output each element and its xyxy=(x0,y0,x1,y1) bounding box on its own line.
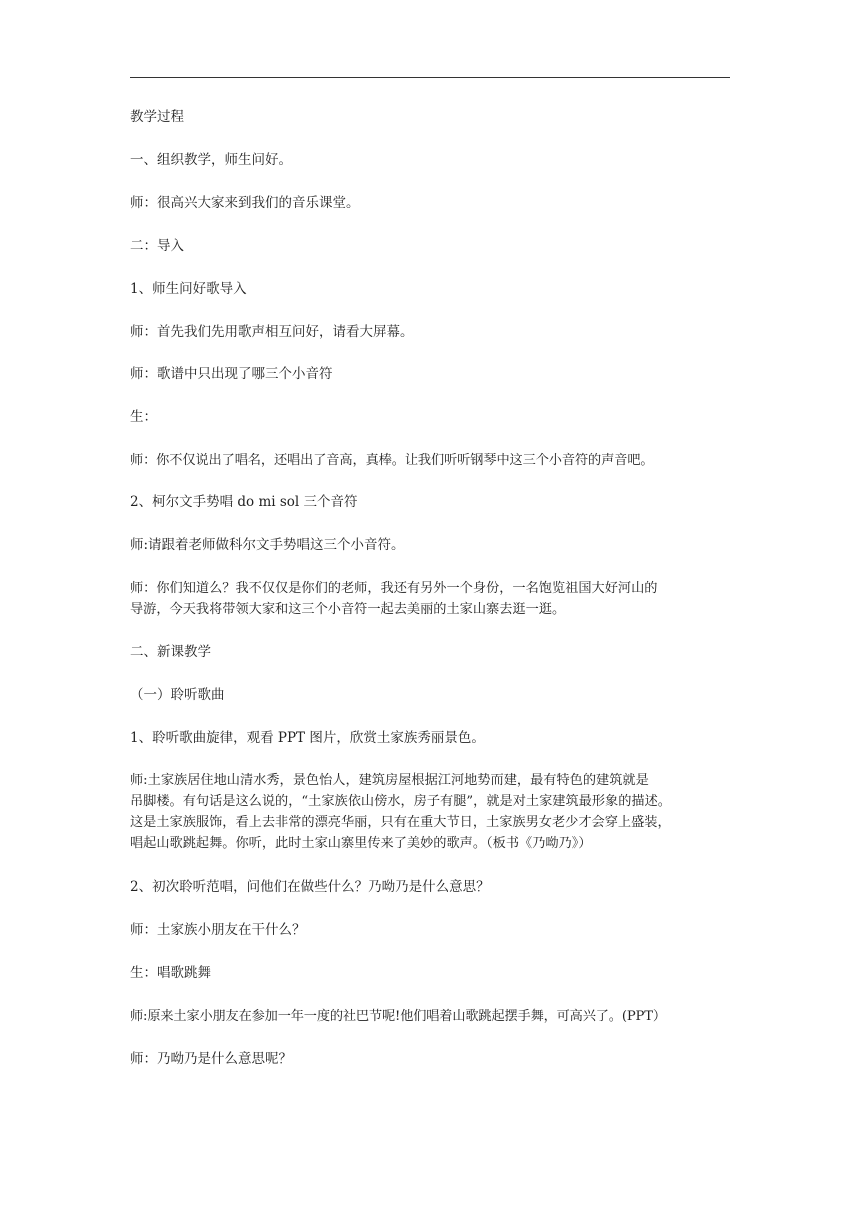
paragraph xyxy=(130,1049,730,1070)
section-heading xyxy=(130,642,730,663)
paragraph-line: 生： xyxy=(130,409,157,425)
subsection-heading xyxy=(130,279,730,300)
paragraph-line: 师：很高兴大家来到我们的音乐课堂。 xyxy=(130,195,360,211)
paragraph xyxy=(130,364,730,385)
paragraph-line: 导游，今天我将带领大家和这三个小音符一起去美丽的土家山寨去逛一逛。 xyxy=(130,602,566,617)
subsection-heading xyxy=(130,728,730,749)
paragraph-line: 1、聆听歌曲旋律，观看 PPT 图片，欣赏土家族秀丽景色。 xyxy=(130,730,485,746)
section-heading xyxy=(130,236,730,257)
paragraph-line: 生：唱歌跳舞 xyxy=(130,965,211,981)
paragraph-line: 二：导入 xyxy=(130,238,184,254)
subsection-heading xyxy=(130,877,730,898)
paragraph-line: 师：你不仅说出了唱名，还唱出了音高，真棒。让我们听听钢琴中这三个小音符的声音吧。 xyxy=(130,453,654,468)
paragraph-line: 一、组织教学，师生问好。 xyxy=(130,152,292,168)
paragraph-line: 2、柯尔文手势唱 do mi sol 三个音符 xyxy=(130,494,358,510)
header-rule xyxy=(130,77,730,78)
subsection-heading xyxy=(130,492,730,513)
paragraph-line: 师:请跟着老师做科尔文手势唱这三个小音符。 xyxy=(130,537,405,553)
paragraph-line: 这是土家族服饰，看上去非常的漂亮华丽，只有在重大节日，土家族男女老少才会穿上盛装， xyxy=(130,815,671,830)
paragraph-line: 师：首先我们先用歌声相互问好，请看大屏幕。 xyxy=(130,324,414,340)
paragraph xyxy=(130,578,730,620)
paragraph xyxy=(130,322,730,343)
paragraph xyxy=(130,1006,730,1027)
paragraph-line: 1、师生问好歌导入 xyxy=(130,281,247,297)
paragraph-line: 师：土家族小朋友在干什么？ xyxy=(130,922,306,938)
paragraph-line: 师：乃呦乃是什么意思呢？ xyxy=(130,1051,292,1067)
paragraph-line: 师：歌谱中只出现了哪三个小音符 xyxy=(130,366,333,382)
paragraph xyxy=(130,535,730,556)
paragraph-line: 吊脚楼。有句话是这么说的，“土家族依山傍水，房子有腿”，就是对土家建筑最形象的描述。 xyxy=(130,794,671,809)
paragraph xyxy=(130,963,730,984)
paragraph-line: 师:原来土家小朋友在参加一年一度的社巴节呢!他们唱着山歌跳起摆手舞，可高兴了。(PPT） xyxy=(130,1009,666,1024)
paragraph xyxy=(130,193,730,214)
paragraph-line: 教学过程 xyxy=(130,109,184,125)
paragraph xyxy=(130,407,730,428)
paragraph-line: 师:土家族居住地山清水秀，景色怡人，建筑房屋根据江河地势而建，最有特色的建筑就是 xyxy=(130,773,649,788)
section-title xyxy=(130,107,730,128)
paragraph-line: 唱起山歌跳起舞。你听，此时土家山寨里传来了美妙的歌声。（板书《乃呦乃》） xyxy=(130,836,592,851)
subsection-heading xyxy=(130,685,730,706)
paragraph xyxy=(130,150,730,171)
paragraph xyxy=(130,770,730,854)
paragraph xyxy=(130,450,730,471)
paragraph-line: （一）聆听歌曲 xyxy=(130,687,225,703)
paragraph-line: 2、初次聆听范唱，问他们在做些什么？乃呦乃是什么意思？ xyxy=(130,879,490,895)
paragraph-line: 师：你们知道么？我不仅仅是你们的老师，我还有另外一个身份，一名饱览祖国大好河山的 xyxy=(130,581,658,596)
paragraph-line: 二、新课教学 xyxy=(130,644,211,660)
paragraph xyxy=(130,920,730,941)
